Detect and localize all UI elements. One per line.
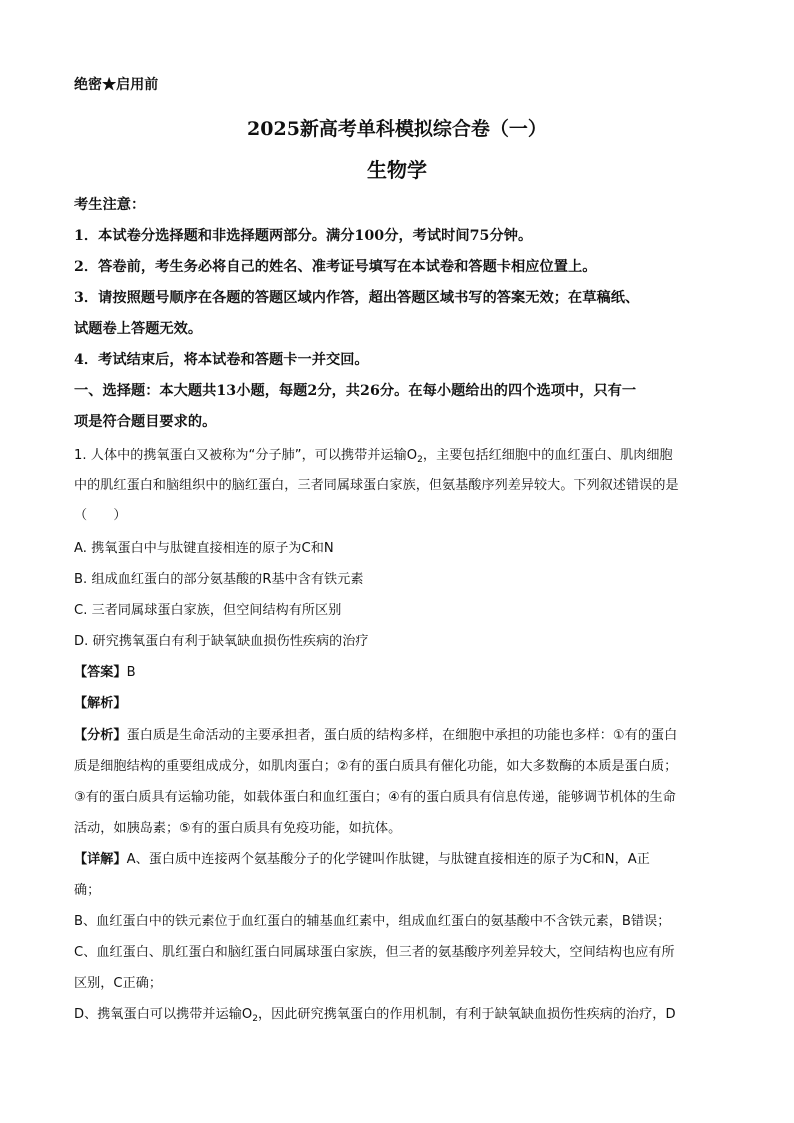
- option-b: B. 组成血红蛋白的部分氨基酸的R基中含有铁元素: [74, 572, 364, 587]
- notice-item: 4．考试结束后，将本试卷和答题卡一并交回。: [74, 352, 369, 368]
- detail-line: 区别，C正确；: [74, 976, 163, 991]
- detail-line: C、血红蛋白、肌红蛋白和脑红蛋白同属球蛋白家族，但三者的氨基酸序列差异较大，空间结构也应有所: [74, 945, 675, 960]
- answer-label: 【答案】: [74, 665, 127, 680]
- answer-value: B: [126, 665, 136, 680]
- option-a: A. 携氧蛋白中与肽键直接相连的原子为C和N: [74, 541, 334, 556]
- option-c: C. 三者同属球蛋白家族，但空间结构有所区别: [74, 603, 342, 618]
- notice-item: 2．答卷前，考生务必将自己的姓名、准考证号填写在本试卷和答题卡相应位置上。: [74, 259, 597, 275]
- analysis-heading: 【解析】: [74, 696, 127, 711]
- question-stem-cont: 中的肌红蛋白和脑组织中的脑红蛋白，三者同属球蛋白家族，但氨基酸序列差异较大。下列叙述错误的是: [74, 478, 679, 493]
- analysis-label: 【分析】: [74, 728, 127, 743]
- notice-item: 3．请按照题号顺序在各题的答题区域内作答，超出答题区域书写的答案无效；在草稿纸、: [74, 290, 640, 306]
- question-stem: 1. 人体中的携氧蛋白又被称为“分子肺”，可以携带并运输$O_2$，主要包括红细胞中的血红蛋白、肌肉细胞: [74, 448, 673, 465]
- analysis-line: ③有的蛋白质具有运输功能，如载体蛋白和血红蛋白；④有的蛋白质具有信息传递，能够调节机体的生命: [74, 790, 676, 805]
- detail-line: 【详解】A、蛋白质中连接两个氨基酸分子的化学键叫作肽键，与肽键直接相连的原子为C和N，A正: [74, 852, 650, 867]
- analysis-line: 【分析】蛋白质是生命活动的主要承担者，蛋白质的结构多样，在细胞中承担的功能也多样：①有的蛋白: [74, 728, 678, 743]
- detail-line: 确；: [74, 883, 101, 898]
- exam-title: 2025新高考单科模拟综合卷（一）: [247, 118, 547, 140]
- notice-heading: 考生注意：: [74, 197, 146, 213]
- detail-line: B、血红蛋白中的铁元素位于血红蛋白的辅基血红素中，组成血红蛋白的氨基酸中不含铁元素，B错误；: [74, 914, 671, 929]
- notice-item: 1．本试卷分选择题和非选择题两部分。满分100分，考试时间75分钟。: [74, 228, 533, 244]
- secret-mark: 绝密★启用前: [74, 77, 159, 93]
- detail-line: D、携氧蛋白可以携带并运输$O_2$，因此研究携氧蛋白的作用机制，有利于缺氧缺血损伤性疾病的治疗，D: [74, 1007, 676, 1024]
- answer-line: [74, 661, 136, 680]
- section-heading: 一、选择题：本大题共13小题，每题2分，共26分。在每小题给出的四个选项中，只有一: [74, 383, 637, 399]
- detail-label: 【详解】: [74, 852, 127, 867]
- analysis-line: 活动，如胰岛素；⑤有的蛋白质具有免疫功能，如抗体。: [74, 821, 402, 836]
- question-paren: （ ）: [74, 508, 127, 523]
- notice-item: 试题卷上答题无效。: [74, 321, 203, 337]
- option-d: D. 研究携氧蛋白有利于缺氧缺血损伤性疾病的治疗: [74, 634, 369, 649]
- section-heading-cont: 项是符合题目要求的。: [74, 414, 217, 430]
- analysis-line: 质是细胞结构的重要组成成分，如肌肉蛋白；②有的蛋白质具有催化功能，如大多数酶的本质是蛋白质；: [74, 759, 678, 774]
- subject-title: 生物学: [367, 158, 427, 182]
